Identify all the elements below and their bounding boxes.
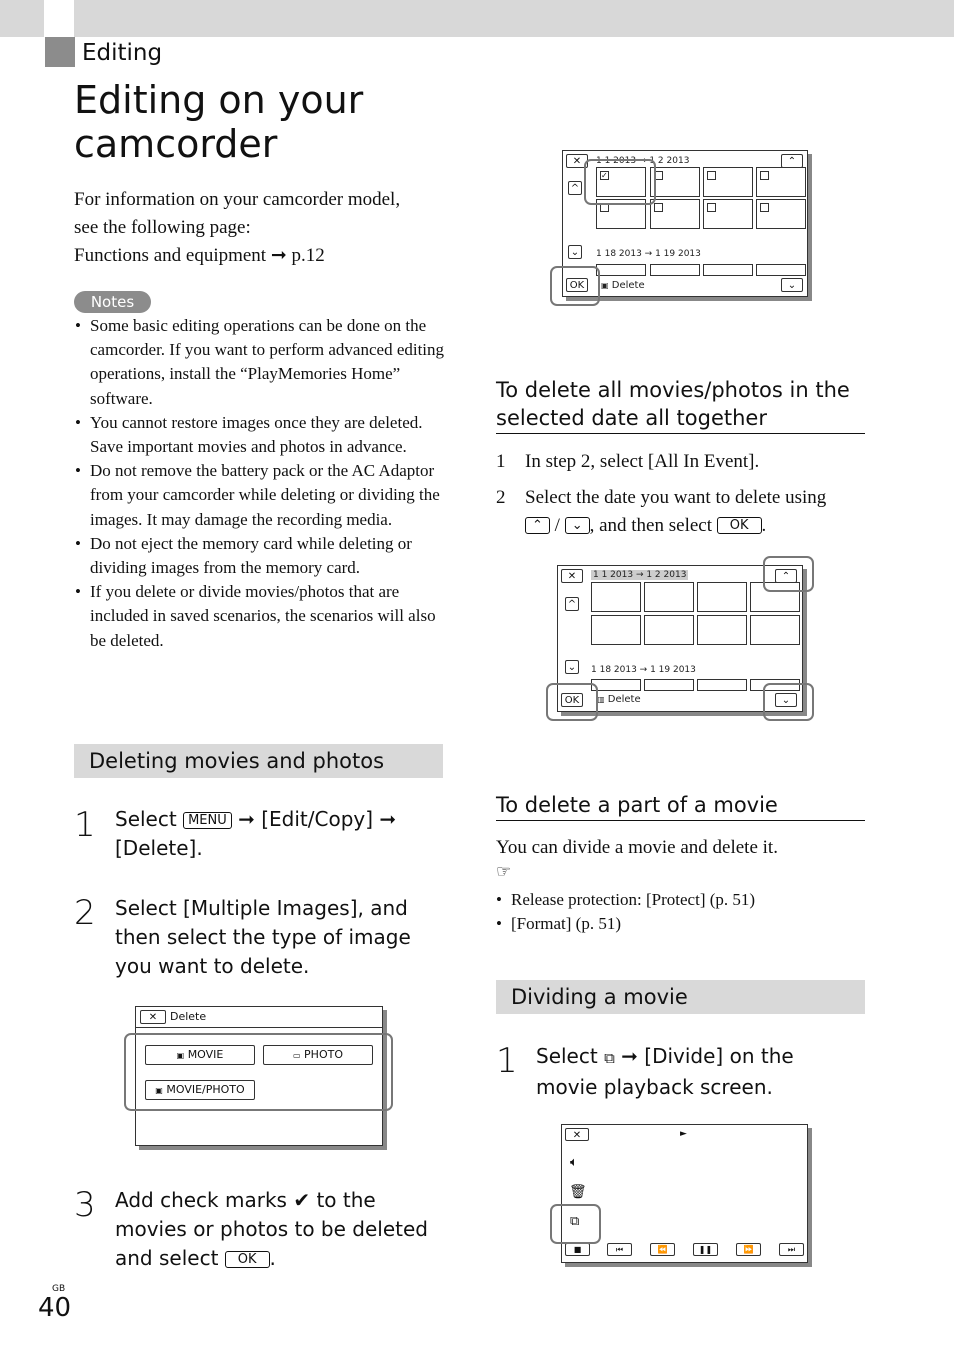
double-chevron-down-icon: ⌄	[781, 695, 791, 706]
menu-key[interactable]: MENU	[183, 812, 232, 829]
close-icon: ✕	[572, 156, 582, 167]
movie-label: MOVIE	[187, 1048, 224, 1061]
dividing-step-1-number: 1	[496, 1041, 518, 1081]
chevron-down-icon: ⌄	[570, 247, 580, 258]
pause-icon: ❚❚	[698, 1245, 713, 1254]
next-button[interactable]	[779, 1243, 804, 1256]
chevron-down-icon: ⌄	[567, 662, 577, 673]
checkbox[interactable]	[654, 203, 663, 212]
scroll-up-button[interactable]	[568, 181, 582, 195]
region-code: GB	[52, 1284, 66, 1294]
trash-icon[interactable]: 🗑︎	[569, 1184, 587, 1200]
separator: /	[554, 515, 560, 536]
highlight-frame	[763, 683, 814, 721]
title-line-1: Editing on your	[74, 78, 364, 122]
divider	[496, 433, 865, 434]
delete-all-step-2-line1: Select the date you want to delete using	[525, 487, 827, 508]
thumbnail[interactable]	[756, 264, 806, 276]
double-chevron-down-icon: ⌄	[571, 518, 583, 533]
header-bar	[0, 0, 954, 37]
intro-ref-page[interactable]: p.12	[291, 245, 325, 266]
dividing-step-1-text	[536, 1042, 866, 1102]
delete-all-step-2-text	[525, 484, 865, 540]
trash-icon: ▥	[597, 695, 605, 704]
checkbox[interactable]	[707, 171, 716, 180]
thumbnail[interactable]	[644, 615, 694, 645]
volume-icon[interactable]: 🔈︎	[570, 1155, 578, 1170]
list-item: • Release protection: [Protect] (p. 51)	[496, 888, 866, 912]
page-up-button[interactable]	[781, 154, 803, 168]
ok-label: OK	[569, 280, 585, 291]
scroll-down-button[interactable]	[565, 660, 579, 674]
fast-forward-icon: ⏩	[743, 1245, 754, 1254]
stop-icon: ■	[573, 1245, 582, 1254]
thumbnail[interactable]	[703, 199, 753, 229]
divider	[136, 1027, 382, 1028]
highlight-frame	[584, 159, 656, 205]
thumbnail[interactable]	[697, 615, 747, 645]
date-range-1: 1 1 2013 → 1 2 2013	[596, 156, 690, 166]
deleting-heading: Deleting movies and photos	[74, 744, 443, 778]
close-button[interactable]	[140, 1010, 166, 1024]
step-1-post: [Delete].	[115, 836, 203, 860]
checkmark-icon: ✔	[293, 1188, 311, 1212]
checkbox-checked[interactable]: ✓	[601, 171, 608, 180]
step-3-post: .	[269, 1246, 276, 1270]
scroll-down-button[interactable]	[568, 245, 582, 259]
edit-icon[interactable]: ⧉	[570, 1214, 580, 1229]
thumbnail[interactable]	[650, 167, 700, 197]
thumbnail[interactable]	[703, 264, 753, 276]
page-number: 40	[38, 1293, 72, 1323]
ok-key[interactable]: OK	[717, 517, 762, 534]
play-indicator-icon: ►	[680, 1129, 687, 1139]
double-chevron-down-icon: ⌄	[787, 280, 797, 291]
list-item: • [Format] (p. 51)	[496, 912, 866, 936]
close-icon: ✕	[148, 1012, 158, 1023]
thumbnail[interactable]	[644, 582, 694, 612]
intro-ref-text: Functions and equipment	[74, 245, 267, 266]
note-item: • You cannot restore images once they are deleted. Save important movies and photos in advance.	[75, 411, 447, 459]
thumbnail[interactable]	[650, 264, 700, 276]
thumbnail[interactable]	[697, 679, 747, 691]
title-line-2: camcorder	[74, 122, 278, 166]
step-1-mid: [Edit/Copy]	[261, 807, 374, 831]
previous-icon: ⏮	[615, 1245, 624, 1254]
dividing-step-1-mid: [Divide] on the	[644, 1044, 794, 1068]
thumbnail[interactable]	[756, 199, 806, 229]
double-chevron-up-icon: ⌃	[781, 571, 791, 582]
thumbnail[interactable]	[697, 582, 747, 612]
step-3-mid: to the movies or photos to be deleted and select	[115, 1188, 428, 1270]
section-label: Editing	[82, 40, 163, 66]
page-up-key[interactable]	[525, 517, 550, 534]
close-icon: ✕	[567, 571, 577, 582]
delete-all-step-2-line2	[525, 512, 865, 540]
dividing-heading: Dividing a movie	[496, 980, 865, 1014]
intro	[74, 186, 454, 270]
stop-button[interactable]	[565, 1243, 590, 1256]
delete-all-heading-1: To delete all movies/photos in the	[496, 378, 850, 402]
page-title	[74, 78, 363, 166]
header-gap	[44, 0, 74, 37]
step-3-text	[115, 1186, 450, 1273]
highlight-frame	[550, 266, 600, 306]
previous-button[interactable]	[607, 1243, 632, 1256]
delete-part-text: You can divide a movie and delete it.	[496, 837, 778, 858]
photo-icon: ▭	[292, 1051, 301, 1060]
close-icon: ✕	[572, 1130, 582, 1141]
reference-icon: ☞	[496, 862, 512, 881]
double-chevron-up-icon: ⌃	[787, 156, 797, 167]
delete-part-list	[496, 888, 866, 936]
step-2-text: Select [Multiple Images], and then select the type of image you want to delete.	[115, 896, 411, 978]
thumbnail[interactable]	[591, 582, 641, 612]
chevron-up-icon: ^	[570, 183, 580, 194]
note-item: • If you delete or divide movies/photos that are included in saved scenarios, the scenarios will also be deleted.	[75, 580, 447, 653]
checkbox[interactable]	[707, 203, 716, 212]
thumbnail[interactable]	[596, 264, 646, 276]
notes-badge: Notes	[74, 291, 151, 313]
thumbnail[interactable]	[756, 167, 806, 197]
pause-button[interactable]	[693, 1243, 718, 1256]
delete-all-step-1-text: In step 2, select [All In Event].	[525, 451, 760, 472]
movie-photo-label: MOVIE/PHOTO	[166, 1083, 245, 1096]
thumbnail[interactable]	[650, 199, 700, 229]
rewind-icon: ⏪	[657, 1245, 668, 1254]
thumbnail[interactable]	[750, 615, 800, 645]
note-item: • Do not eject the memory card while deleting or dividing images from the memory card.	[75, 532, 447, 580]
rewind-button[interactable]	[650, 1243, 675, 1256]
date-range-1: 1 1 2013 → 1 2 2013	[593, 570, 687, 580]
note-item: • Some basic editing operations can be done on the camcorder. If you want to perform advanced editing operations, install the “PlayMemories Home” software.	[75, 314, 447, 411]
close-button[interactable]	[565, 1128, 589, 1141]
page-down-button[interactable]	[781, 278, 803, 292]
step-1-number: 1	[74, 805, 96, 845]
arrow-icon: ➞	[238, 807, 255, 831]
arrow-icon: ➞	[621, 1044, 638, 1068]
arrow-icon: ➞	[379, 807, 397, 831]
delete-text: Delete	[611, 280, 645, 291]
screen-title: Delete	[170, 1010, 207, 1023]
page-down-key[interactable]	[565, 517, 590, 534]
step-3-pre: Add check marks	[115, 1188, 287, 1212]
delete-label	[601, 280, 645, 291]
step-2-number: 2	[74, 893, 96, 933]
intro-line-3	[74, 242, 454, 270]
ok-label: OK	[564, 695, 580, 706]
delete-all-heading-2: selected date all together	[496, 406, 767, 430]
highlight-frame	[546, 683, 598, 721]
chevron-up-icon: ^	[567, 599, 577, 610]
movie-icon: ▣	[176, 1051, 185, 1060]
date-range-2: 1 18 2013 → 1 19 2013	[596, 249, 701, 259]
thumbnail[interactable]	[591, 679, 641, 691]
movie-photo-icon: ▣	[155, 1086, 163, 1095]
scroll-up-button[interactable]	[565, 597, 579, 611]
delete-all-step-2-mid: , and then select	[589, 515, 712, 536]
delete-all-step-1-num: 1	[496, 451, 506, 472]
arrow-icon: ➞	[270, 245, 287, 266]
next-icon: ⏭	[787, 1245, 796, 1254]
section-marker	[45, 37, 75, 67]
dividing-step-1-post: movie playback screen.	[536, 1075, 773, 1099]
divider	[496, 820, 865, 821]
highlight-frame	[124, 1033, 393, 1111]
date-range-2: 1 18 2013 → 1 19 2013	[591, 665, 696, 675]
fast-forward-button[interactable]	[736, 1243, 761, 1256]
edit-icon[interactable]: ⧉	[604, 1049, 615, 1067]
thumbnail[interactable]	[644, 679, 694, 691]
step-1-pre: Select	[115, 807, 177, 831]
notes-list	[75, 314, 447, 653]
delete-part-heading: To delete a part of a movie	[496, 793, 778, 817]
delete-all-step-2-post: .	[761, 515, 767, 536]
delete-text: Delete	[607, 694, 641, 705]
note-item: • Do not remove the battery pack or the AC Adaptor from your camcorder while deleting or dividing the images. It may damage the recording media.	[75, 459, 447, 532]
checkbox[interactable]	[760, 203, 769, 212]
double-chevron-up-icon: ⌃	[532, 518, 543, 533]
intro-line-1: For information on your camcorder model,	[74, 189, 401, 210]
delete-all-heading	[496, 376, 866, 432]
thumbnail[interactable]	[591, 615, 641, 645]
highlight-frame	[763, 556, 814, 592]
dividing-step-1-pre: Select	[536, 1044, 598, 1068]
photo-label: PHOTO	[304, 1048, 343, 1061]
step-1-text	[115, 805, 445, 863]
highlight-frame	[550, 1204, 601, 1244]
checkbox[interactable]	[760, 171, 769, 180]
movie-icon: ▣	[601, 281, 609, 290]
close-button[interactable]	[561, 569, 583, 583]
intro-line-2: see the following page:	[74, 217, 251, 238]
ok-key[interactable]: OK	[225, 1251, 270, 1268]
delete-label	[597, 694, 641, 705]
step-3-number: 3	[74, 1185, 96, 1225]
thumbnail[interactable]	[703, 167, 753, 197]
delete-all-step-2-num: 2	[496, 487, 506, 508]
